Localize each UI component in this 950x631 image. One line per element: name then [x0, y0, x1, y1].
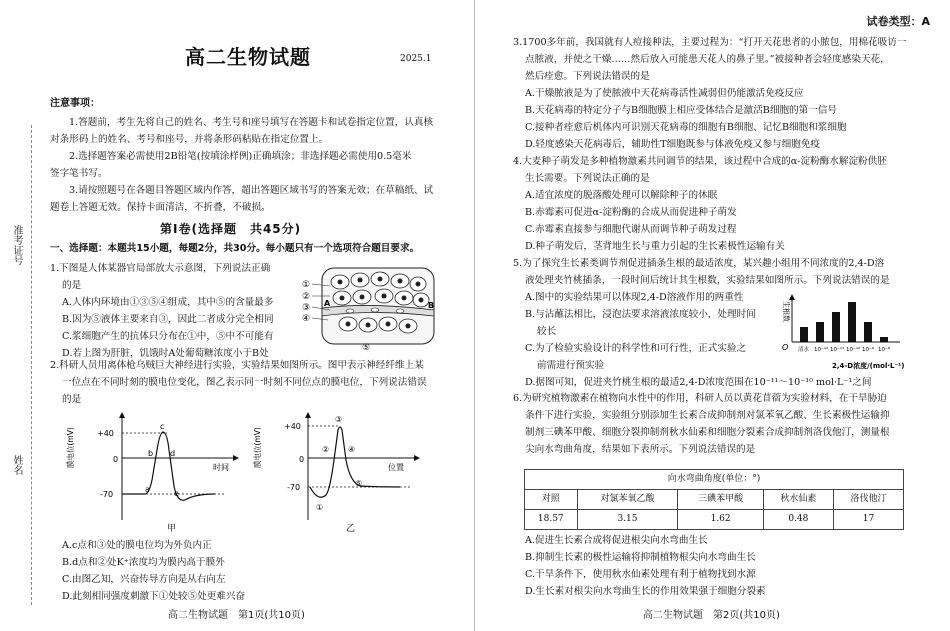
name-label: 姓名	[11, 455, 22, 475]
label-B: B	[428, 301, 435, 310]
question-2-options	[50, 537, 465, 605]
question-stem: 点脓液，并使之干燥……然后放入可能患天花人的鼻子里。”被接种者会轻度感染天花，	[525, 54, 890, 65]
option-b: B.d点和②处K⁺浓度均为膜内高于膜外	[62, 557, 225, 568]
x-tick-4: 10⁻⁹	[862, 347, 875, 353]
question-stem: 的是	[62, 280, 82, 291]
option-a: A.促进生长素合成将促进根尖向水弯曲生长	[525, 535, 708, 546]
option-c: C.由图乙知，兴奋传导方向是从右向左	[62, 574, 226, 585]
option-c: C.浆细胞产生的抗体只分布在①中，⑤中不可能有	[62, 331, 274, 342]
table-header: 三碘苯甲酸	[678, 490, 763, 510]
option-a: A.图中的实验结果可以体现2,4-D溶液作用的两重性	[525, 292, 744, 303]
bar-chart-rooting	[770, 294, 920, 370]
label-A: A	[324, 299, 331, 308]
tissue-diagram	[300, 262, 440, 352]
option-a: A.c点和③处的膜电位均为外负内正	[62, 540, 212, 551]
y-axis-arrow	[789, 294, 795, 300]
question-stem: 生长需要。下列说法正确的是	[525, 173, 650, 184]
notice-line: 对条形码上的姓名、考号和座号，并将条形码粘贴在指定位置上。	[50, 134, 329, 145]
option-a: A.人体内环境由①③⑤④组成，其中⑤的含量最多	[62, 297, 274, 308]
question-stem: 1.下图是人体某器官局部放大示意图，下列说法正确	[50, 263, 271, 274]
y-axis-label: 膜电位(mV)	[253, 427, 262, 468]
question-stem: 2.科研人员用离体枪乌贼巨大神经进行实验，实验结果如图所示。图甲表示神经纤维上某	[50, 360, 424, 371]
point-b: b	[148, 449, 154, 458]
question-6-options	[513, 532, 933, 600]
point-a: a	[145, 485, 150, 494]
bar-2	[832, 312, 840, 342]
chart-caption: 甲	[167, 524, 177, 534]
origin-label: O	[782, 343, 789, 352]
question-stem: 3.1700多年前，我国就有人痘接种法，主要过程为：“打开天花患者的小脓包，用棉花吸访一	[513, 37, 907, 48]
table-cell: 1.62	[678, 510, 763, 530]
notice-line: 签字笔书写。	[50, 168, 108, 179]
option-d: D.生长素对根尖向水弯曲生长的作用效果强于细胞分裂素	[525, 586, 766, 597]
question-stem: 一位点在不同时刻的膜电位变化，图乙表示同一时刻不同位点的膜电位，下列说法错误	[62, 377, 427, 388]
table-row	[525, 510, 904, 530]
table-header-row	[525, 490, 904, 510]
table-header: 洛伐他汀	[833, 490, 903, 510]
x-tick-5: 10⁻⁸	[878, 347, 891, 353]
question-2	[50, 357, 465, 408]
tick-zero: 0	[113, 455, 119, 464]
option-b: B.赤霉素可促进α-淀粉酶的合成从而促进种子萌发	[525, 207, 737, 218]
x-tick-3: 10⁻¹⁰	[846, 347, 861, 353]
question-stem: 4.大麦种子萌发是多种植物激素共同调节的结果，该过程中合成的α-淀粉酶水解淀粉供胚	[513, 156, 887, 167]
question-1	[50, 260, 300, 362]
question-stem: 的是	[62, 394, 82, 405]
question-stem: 液处理夹竹桃插条，一段时间后统计其生根数，实验结果如图所示。下列说法错误的是	[525, 275, 890, 286]
option-a: A.干燥脓液是为了使脓液中天花病毒活性减弱但仍能激活免疫反应	[525, 88, 804, 99]
tick-zero: 0	[299, 455, 305, 464]
x-axis-arrow	[233, 455, 239, 461]
option-b: B.天花病毒的特定分子与B细胞膜上相应受体结合是激活B细胞的第一信号	[525, 105, 838, 116]
question-stem: 6.为研究植物激素在植物向水性中的作用，科研人员以黄花苜蓿为实验材料，在干旱胁迫	[513, 393, 887, 404]
option-c: C.接种者痊愈后机体内可识别天花病毒的细胞有B细胞、记忆B细胞和浆细胞	[525, 122, 847, 133]
point-c: c	[160, 422, 165, 431]
option-d: D.若上图为肝脏，饥饿时A处葡萄糖浓度小于B处	[62, 348, 269, 359]
question-stem: 5.为了探究生长素类调节剂促进插条生根的最适浓度，某兴趣小组用不同浓度的2,4-D溶	[513, 258, 885, 269]
question-6	[513, 390, 933, 458]
results-table	[524, 469, 904, 530]
tick-p40: +40	[97, 429, 114, 438]
label-2: ②	[302, 292, 311, 302]
question-3	[513, 34, 933, 153]
bar-5	[880, 337, 888, 342]
option-c: C.赤霉素直接参与细胞代谢从而调节种子萌发过程	[525, 224, 737, 235]
point-e: e	[174, 489, 179, 498]
option-d: D.轻度感染天花病毒后，辅助性T细胞既参与体液免疫又参与细胞免疫	[525, 139, 821, 150]
table-title: 向水弯曲角度(单位：°)	[525, 470, 904, 490]
x-tick-labels	[798, 345, 891, 353]
option-d: D.据图可知，促进夹竹桃生根的最适2,4-D浓度范围在10⁻¹¹～10⁻¹⁰ mol·L⁻¹之间	[525, 377, 872, 388]
point-2: ②	[322, 445, 330, 454]
option-b: B.抑制生长素的极性运输将抑制植物根尖向水弯曲生长	[525, 552, 756, 563]
y-axis-label: 生根数	[782, 301, 790, 322]
table-cell: 17	[833, 510, 903, 530]
page-right	[475, 0, 950, 631]
option-c: C.干旱条件下，使用秋水仙素处理有利于植物找到水源	[525, 569, 756, 580]
notice-line: 3.请按照题号在各题目答题区域内作答，超出答题区域书写的答案无效；在草稿纸、试	[69, 185, 434, 196]
option-b-cont: 较长	[537, 326, 557, 337]
question-stem: 尖向水弯曲角度，结果如下表所示。下列说法错误的是	[525, 444, 756, 455]
notice-heading: 注意事项：	[50, 98, 100, 109]
point-d: d	[170, 449, 176, 458]
table-cell: 0.48	[763, 510, 833, 530]
table-cell: 18.57	[525, 510, 578, 530]
bar-4	[864, 322, 872, 342]
bars	[800, 302, 888, 342]
tick-p40: +40	[284, 422, 301, 431]
option-c: C.为了检验实验设计的科学性和可行性，正式实验之	[525, 343, 747, 354]
footer-page-2: 高二生物试题 第2页(共10页)	[643, 610, 780, 621]
option-a: A.适宜浓度的脱落酸处理可以解除种子的休眠	[525, 190, 718, 201]
x-tick-0: 清水	[798, 347, 810, 353]
question-4	[513, 153, 933, 255]
chart-jia	[66, 410, 245, 535]
x-tick-1: 10⁻¹²	[814, 347, 829, 353]
label-1: ①	[302, 280, 311, 290]
x-axis-label: 2,4-D浓度/(mol·L⁻¹)	[832, 362, 905, 370]
point-4: ④	[348, 445, 356, 454]
notice-line: 题卷上答题无效。保持卡面清洁，不折叠，不破损。	[50, 202, 271, 213]
option-c-cont: 前需进行预实验	[537, 360, 605, 371]
x-axis-label: 时间	[213, 463, 229, 472]
bar-0	[800, 327, 808, 342]
x-tick-2: 10⁻¹¹	[830, 347, 845, 353]
label-5: ⑤	[362, 343, 371, 353]
table-header: 秋水仙素	[763, 490, 833, 510]
page-title: 高二生物试题	[185, 45, 311, 69]
chart-caption: 乙	[346, 524, 356, 534]
footer-page-1: 高二生物试题 第1页(共10页)	[168, 610, 305, 621]
section-instruction: 一、选择题：本题共15小题，每题2分，共30分。每小题只有一个选项符合题目要求。	[50, 243, 420, 254]
membrane-potential-curve	[122, 432, 215, 500]
question-stem: 然后痊愈。下列说法错误的是	[525, 71, 650, 82]
notice-body	[50, 114, 465, 216]
y-axis-arrow	[305, 412, 311, 418]
bar-1	[816, 322, 824, 342]
question-stem: 条件下进行实验，实验组分别添加生长素合成抑制剂对氯苯氧乙酸、生长素极性运输抑	[525, 410, 890, 421]
table-title-row	[525, 470, 904, 490]
point-3: ③	[335, 415, 343, 424]
tick-m70: -70	[287, 483, 301, 492]
exam-type: 试卷类型：A	[866, 15, 930, 28]
bar-3	[848, 302, 856, 342]
question-stem: 制剂三碘苯甲酸、细胞分裂抑制剂秋水仙素和细胞分裂素合成抑制剂洛伐他汀，测量根	[525, 427, 890, 438]
admission-number-label: 准考证号	[11, 225, 22, 265]
notice-line: 1.答题前，考生先将自己的姓名、考生号和座号填写在答题卡和试卷指定位置，认真核	[69, 117, 434, 128]
x-axis-label: 位置	[388, 463, 404, 472]
binding-line	[31, 125, 32, 605]
label-4: ④	[302, 314, 311, 324]
point-5: ⑤	[355, 479, 363, 488]
option-d: D.种子萌发后，茎背地生长与重力引起的生长素极性运输有关	[525, 241, 785, 252]
chart-yi	[253, 410, 430, 535]
point-1: ①	[316, 503, 324, 512]
y-axis-label: 膜电位(mV)	[66, 427, 75, 468]
section-title: 第Ⅰ卷(选择题 共45分)	[160, 222, 302, 236]
option-b: B.因为⑤液体主要来自③，因此二者成分完全相同	[62, 314, 274, 325]
table-header: 对氯苯氧乙酸	[577, 490, 678, 510]
x-axis-arrow	[414, 455, 420, 461]
table-header: 对照	[525, 490, 578, 510]
exam-date: 2025.1	[400, 54, 432, 64]
option-b: B.与沾蘸法相比，浸泡法要求溶液浓度较小，处理时间	[525, 309, 756, 320]
y-axis-arrow	[119, 412, 125, 418]
tick-m70: -70	[100, 490, 114, 499]
table-cell: 3.15	[577, 510, 678, 530]
notice-line: 2.选择题答案必需使用2B铅笔(按填涂样例)正确填涂；非选择题必需使用0.5毫米	[69, 151, 412, 162]
option-d: D.此刻相同强度刺激下①处较⑤处更难兴奋	[62, 591, 246, 602]
label-3: ③	[302, 303, 311, 313]
